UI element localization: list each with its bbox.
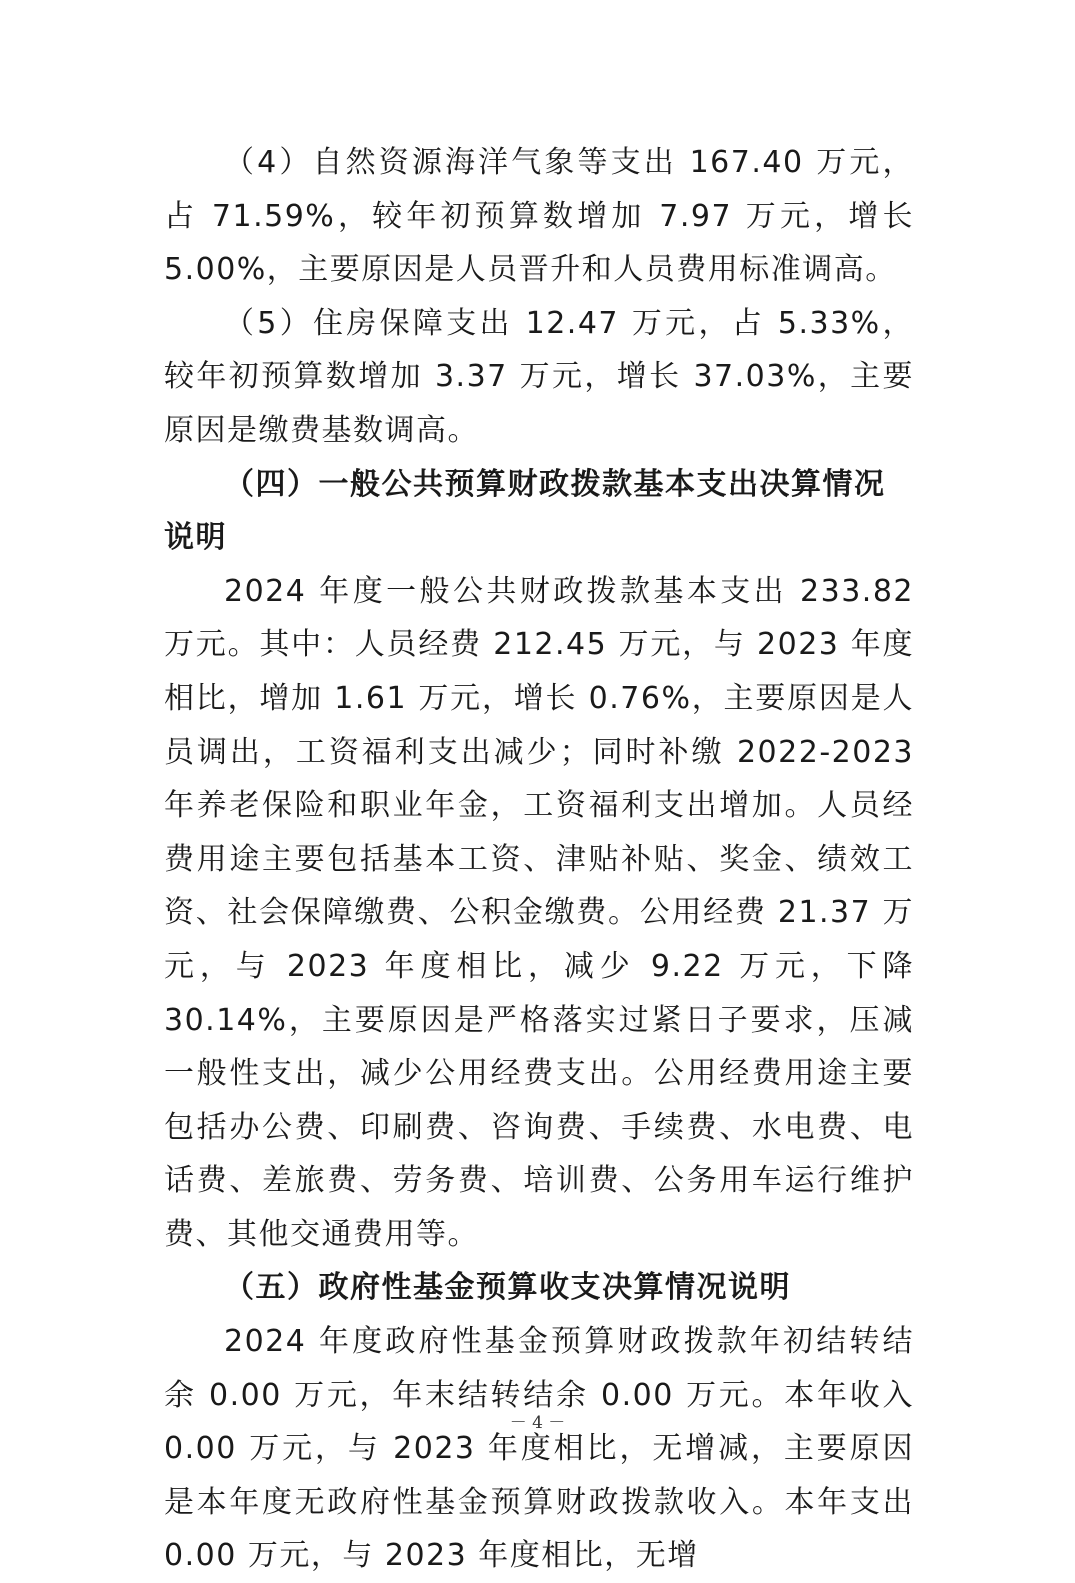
- paragraph-basic-expenditure: 2024 年度一般公共财政拨款基本支出 233.82 万元。其中：人员经费 212.45 万元，与 2023 年度相比，增加 1.61 万元，增长 0.76%，主要原因是人员调出，工资福利支出减少；同时补缴 2022-2023 年养老保险和职业年金，工资福利支出增加。人员经费用途主要包括基本工资、津贴补贴、奖金、绩效工资、社会保障缴费、公积金缴费。公用经费 21.37 万元，与 2023 年度相比，减少 9.22 万元，下降 30.14%，主要原因是严格落实过紧日子要求，压减一般性支出，减少公用经费支出。公用经费用途主要包括办公费、印刷费、咨询费、手续费、水电费、电话费、差旅费、劳务费、培训费、公务用车运行维护费、其他交通费用等。: [164, 573, 914, 1252]
- section-heading-basic-expenditure: （四）一般公共预算财政拨款基本支出决算情况说明: [164, 466, 886, 556]
- paragraph-government-fund: 2024 年度政府性基金预算财政拨款年初结转结余 0.00 万元，年末结转结余 0.00 万元。本年收入 0.00 万元，与 2023 年度相比，无增减，主要原因是本年度无政府性基金预算财政拨款收入。本年支出 0.00 万元，与 2023 年度相比，无增: [164, 1324, 914, 1574]
- paragraph-natural-resources: （4）自然资源海洋气象等支出 167.40 万元，占 71.59%，较年初预算数增加 7.97 万元，增长 5.00%，主要原因是人员晋升和人员费用标准调高。: [164, 145, 914, 288]
- document-body: [164, 136, 914, 1583]
- section-heading-government-fund: （五）政府性基金预算收支决算情况说明: [224, 1270, 791, 1306]
- paragraph-housing: （5）住房保障支出 12.47 万元，占 5.33%，较年初预算数增加 3.37 万元，增长 37.03%，主要原因是缴费基数调高。: [164, 305, 914, 448]
- page-number: － 4 －: [509, 1413, 566, 1433]
